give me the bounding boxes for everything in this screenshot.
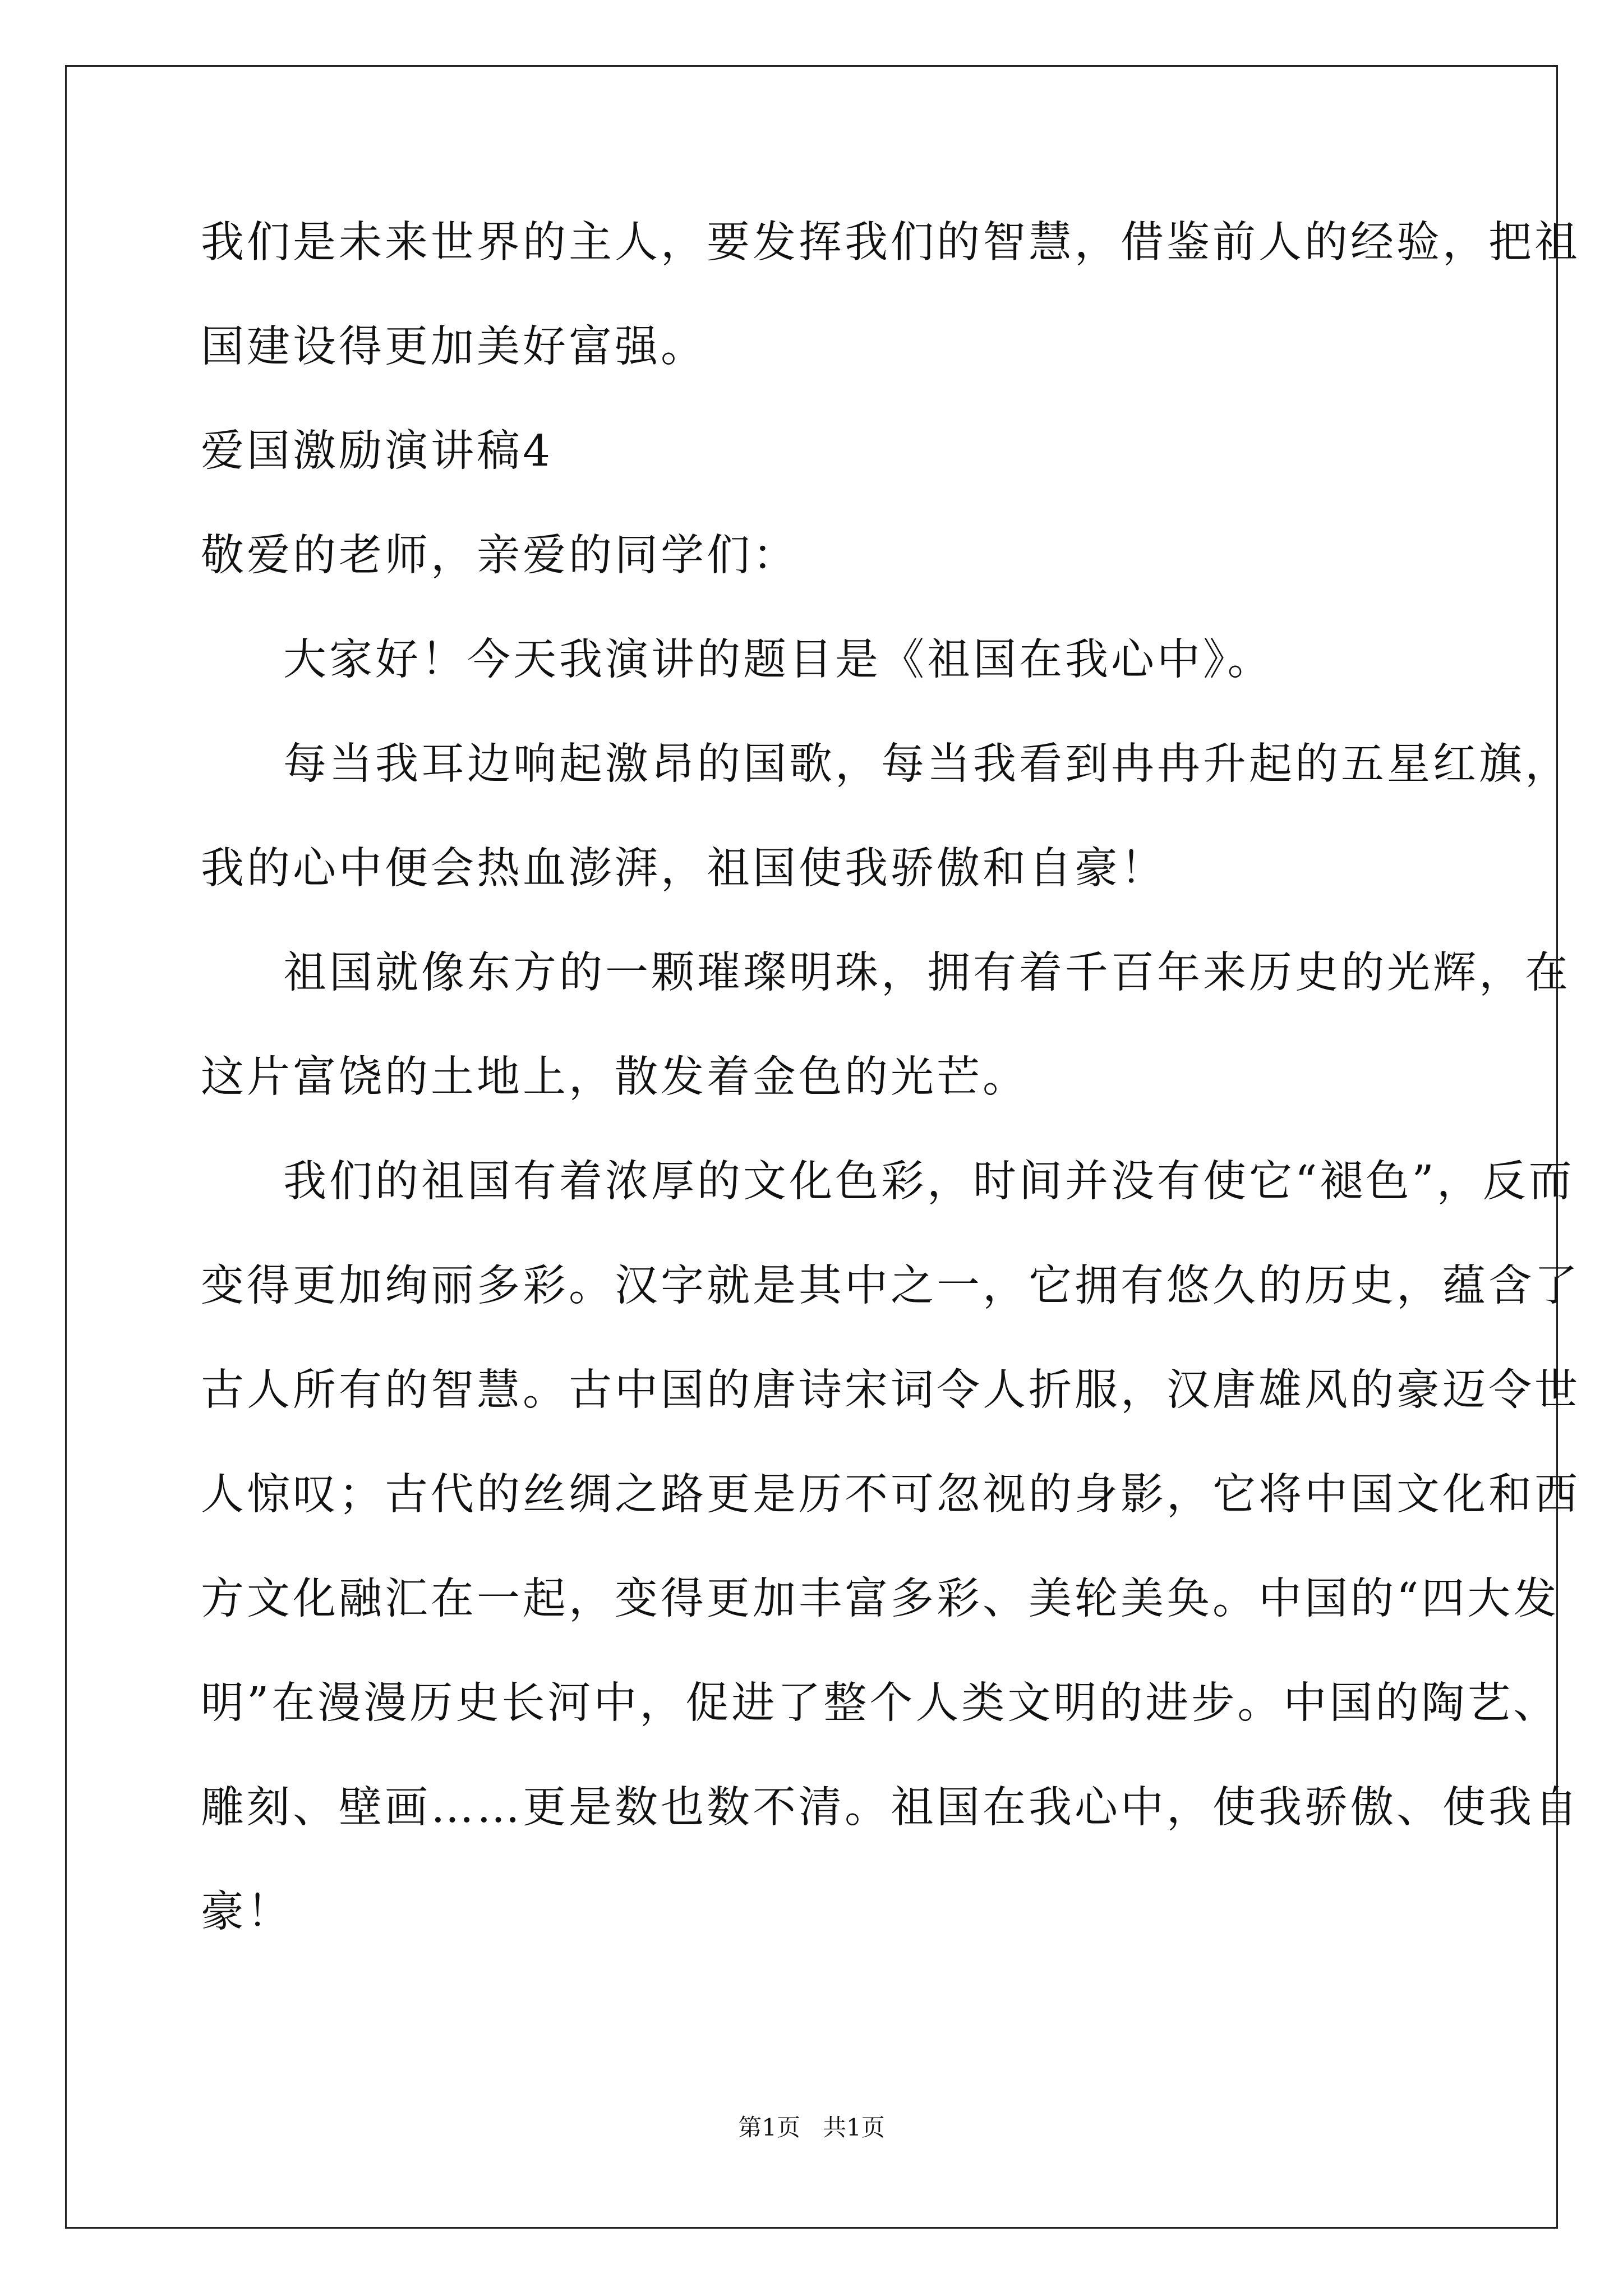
text-line-12: 古人所有的智慧。古中国的唐诗宋词令人折服，汉唐雄风的豪迈令世 (201, 1365, 1580, 1415)
text-line-11: 变得更加绚丽多彩。汉字就是其中之一，它拥有悠久的历史，蕴含了 (201, 1261, 1580, 1311)
text-line-1: 我们是未来世界的主人，要发挥我们的智慧，借鉴前人的经验，把祖 (201, 218, 1580, 268)
text-line-9: 这片富饶的土地上，散发着金色的光芒。 (201, 1052, 1029, 1102)
text-line-5: 大家好！今天我演讲的题目是《祖国在我心中》。 (283, 635, 1274, 685)
page-footer: 第1页 共1页 (738, 2114, 885, 2141)
text-line-7: 我的心中便会热血澎湃，祖国使我骄傲和自豪！ (201, 844, 1166, 894)
text-line-16: 雕刻、壁画……更是数也数不清。祖国在我心中，使我骄傲、使我自 (201, 1783, 1580, 1833)
text-line-8: 祖国就像东方的一颗璀璨明珠，拥有着千百年来历史的光辉，在 (283, 948, 1571, 998)
text-line-10: 我们的祖国有着浓厚的文化色彩，时间并没有使它“褪色”，反而 (283, 1157, 1575, 1207)
text-line-2: 国建设得更加美好富强。 (201, 322, 707, 372)
text-line-6: 每当我耳边响起激昂的国歌，每当我看到冉冉升起的五星红旗， (283, 739, 1571, 789)
text-line-13: 人惊叹；古代的丝绸之路更是历不可忽视的身影，它将中国文化和西 (201, 1470, 1580, 1520)
text-line-15: 明”在漫漫历史长河中，促进了整个人类文明的进步。中国的陶艺、 (201, 1678, 1560, 1728)
text-line-14: 方文化融汇在一起，变得更加丰富多彩、美轮美奂。中国的“四大发 (201, 1574, 1560, 1624)
salutation: 敬爱的老师，亲爱的同学们： (201, 531, 799, 581)
text-line-17: 豪！ (201, 1887, 293, 1937)
section-title: 爱国激励演讲稿4 (201, 426, 553, 476)
